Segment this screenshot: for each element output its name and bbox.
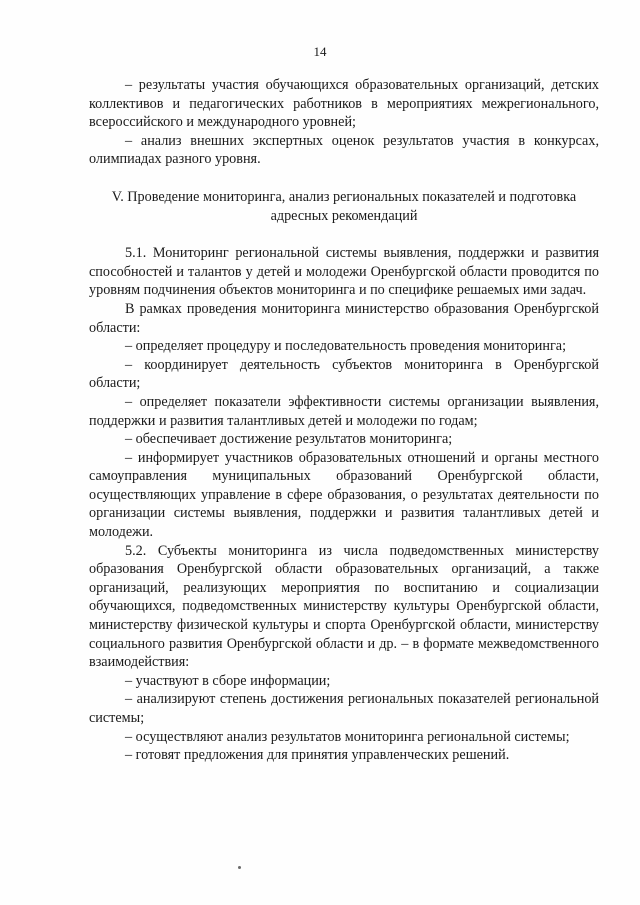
section-heading: V. Проведение мониторинга, анализ региональных показателей и подготовка адресных рекомендаций [111,188,577,224]
list-item: – обеспечивает достижение результатов мониторинга; [125,431,453,448]
spacer [89,225,599,244]
list-item: – осуществляют анализ результатов мониторинга региональной системы; [125,728,570,745]
list-item: – координирует деятельность субъектов мониторинга в Оренбургской области; [89,356,599,392]
scan-speck [238,866,241,869]
list-item: – анализ внешних экспертных оценок результатов участия в конкурсах, олимпиадах разного уровня. [89,132,599,168]
spacer [89,169,599,188]
list-item: – готовят предложения для принятия управленческих решений. [125,747,510,764]
ministry-intro: В рамках проведения мониторинга министерство образования Оренбургской области: [89,300,599,336]
list-item: – анализируют степень достижения региональных показателей региональной системы; [89,691,599,726]
list-item: – результаты участия обучающихся образовательных организаций, детских коллективов и педагогических работников в мероприятиях межрегионального, всероссийского и международного уровней; [89,77,599,131]
list-item: – определяет процедуру и последовательность проведения мониторинга; [125,338,567,355]
document-body [89,76,599,765]
list-item: – определяет показатели эффективности системы организации выявления, поддержки и развития талантливых детей и молодежи по годам; [89,393,599,429]
page-number: 14 [313,44,327,59]
list-item: – участвуют в сборе информации; [125,672,331,689]
list-item: – информирует участников образовательных отношений и органы местного самоуправления муниципальных образований Оренбургской области, осуществляющих управление в сфере образования, о результатах деятельности по организации системы выявления, поддержки и развития талантливых детей и молодежи. [89,449,599,541]
paragraph-5-1: 5.1. Мониторинг региональной системы выявления, поддержки и развития способностей и талантов у детей и молодежи Оренбургской области проводится по уровням подчинения объектов мониторинга и по специфике решаемых ими задач. [89,245,599,299]
paragraph-5-2: 5.2. Субъекты мониторинга из числа подведомственных министерству образования Оренбургской области образовательных организаций, а также организаций, реализующих мероприятия по воспитанию и социализации обучающихся, подведомственных министерству культуры Оренбургской области, министерству физической культуры и спорта Оренбургской области, министерству социального развития Оренбургской области и др. – в формате межведомственного взаимодействия: [89,542,599,671]
